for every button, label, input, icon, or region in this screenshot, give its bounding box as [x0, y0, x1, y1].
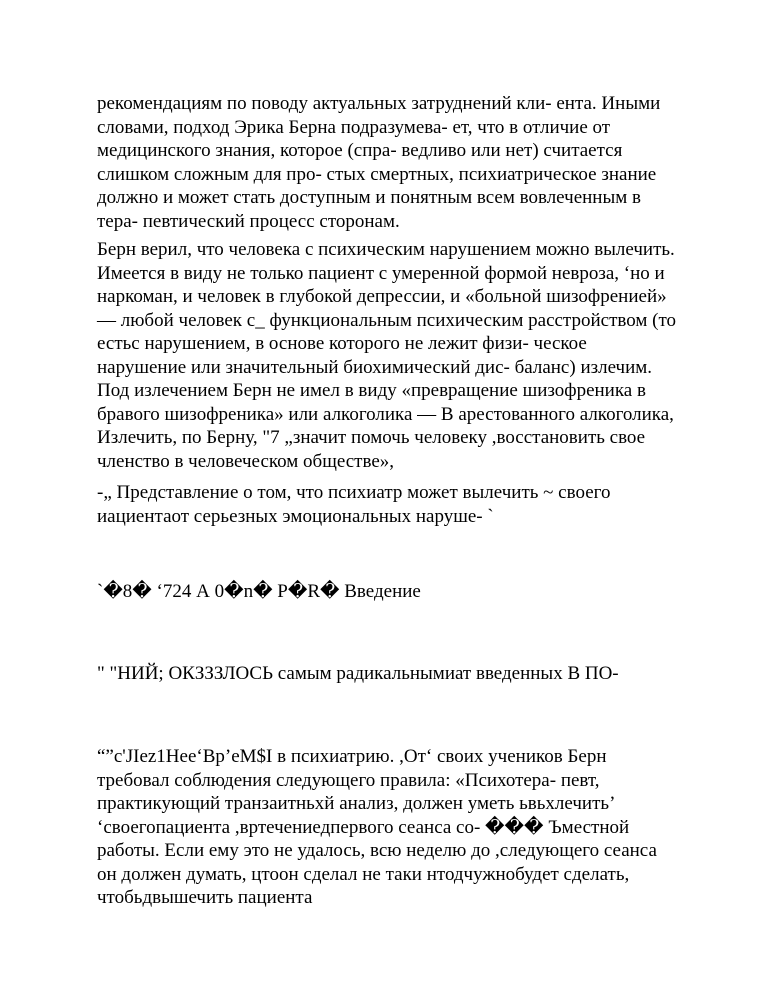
text-line: естьс нарушением, в основе которого не лежит физи- ческое	[97, 333, 587, 354]
text-line: практикующий транзаитньхй анализ, должен уметь ьвьхлечить’	[97, 793, 616, 814]
text-line: — любой человек с_ функциональным психическим расстройством (то	[97, 309, 677, 331]
text-line: требовал соблюдения следующего правила: «Психотера- певт,	[97, 769, 600, 791]
paragraph-6	[97, 745, 737, 910]
text-line: `�8� ‘724 А 0�n� P�R� Введение	[97, 581, 421, 602]
text-line: нарушение или значительный биохимический дис- баланс) излечим.	[97, 356, 653, 378]
text-line: медицинского знания, которое (спра- ведливо или нет) считается	[97, 140, 623, 161]
text-line: он должен думать, цтоон сделал не таки нтодчужнобудет сделать,	[97, 863, 630, 885]
text-line: ‘своегопациента ,вртечениедпервого сеанса со- ��� Ъместной	[97, 816, 630, 838]
text-line: рекомендациям по поводу актуальных затруднений кли- ента. Иными	[97, 93, 661, 114]
text-line: должно и может стать доступным и понятным всем вовлеченным в	[97, 187, 641, 208]
paragraph-2	[97, 238, 737, 473]
text-line: Имеется в виду не только пациент с умеренной формой невроза, ‘но и	[97, 262, 665, 284]
text-line: Берн верил, что человека с психическим нарушением можно вылечить.	[97, 239, 675, 260]
text-line: наркоман, и человек в глубокой депрессии, и «больной шизофренией»	[97, 286, 667, 307]
text-line: иациентаот серьезных эмоциональных наруше- `	[97, 505, 494, 527]
text-line: словами, подход Эрика Берна подразумева- ет, что в отличие от	[97, 116, 611, 138]
text-line: “”с'JIez1Hee‘Bp’eM$I в психиатрию. ,От‘ своих учеников Берн	[97, 746, 607, 767]
paragraph-3	[97, 481, 737, 528]
text-line: " "НИЙ; ОКЗЗЗЛОСЬ самым радикальнымиат введенных В ПО-	[97, 663, 619, 684]
text-line: работы. Если ему это не удалось, всю неделю до ,следующего сеанса	[97, 840, 657, 861]
paragraph-5	[97, 662, 737, 686]
text-line: -„ Представление о том, что психиатр может вылечить ~ своего	[97, 482, 611, 503]
text-line: бравого шизофреника» или алкоголика — В арестованного алкоголика,	[97, 403, 674, 425]
page-header-line	[97, 580, 737, 604]
text-line: Под излечением Берн не имел в виду «превращение шизофреника в	[97, 380, 646, 401]
paragraph-1	[97, 92, 737, 233]
text-line: Излечить, по Берну, "7 „значит помочь человеку ,восстановить свое	[97, 427, 646, 448]
text-line: членство в человеческом обществе»,	[97, 450, 395, 472]
text-line: тера- певтический процесс сторонам.	[97, 210, 400, 232]
text-line: чтобьдвышечить пациента	[97, 887, 313, 908]
text-line: слишком сложным для про- стых смертных, психиатрическое знание	[97, 163, 657, 185]
